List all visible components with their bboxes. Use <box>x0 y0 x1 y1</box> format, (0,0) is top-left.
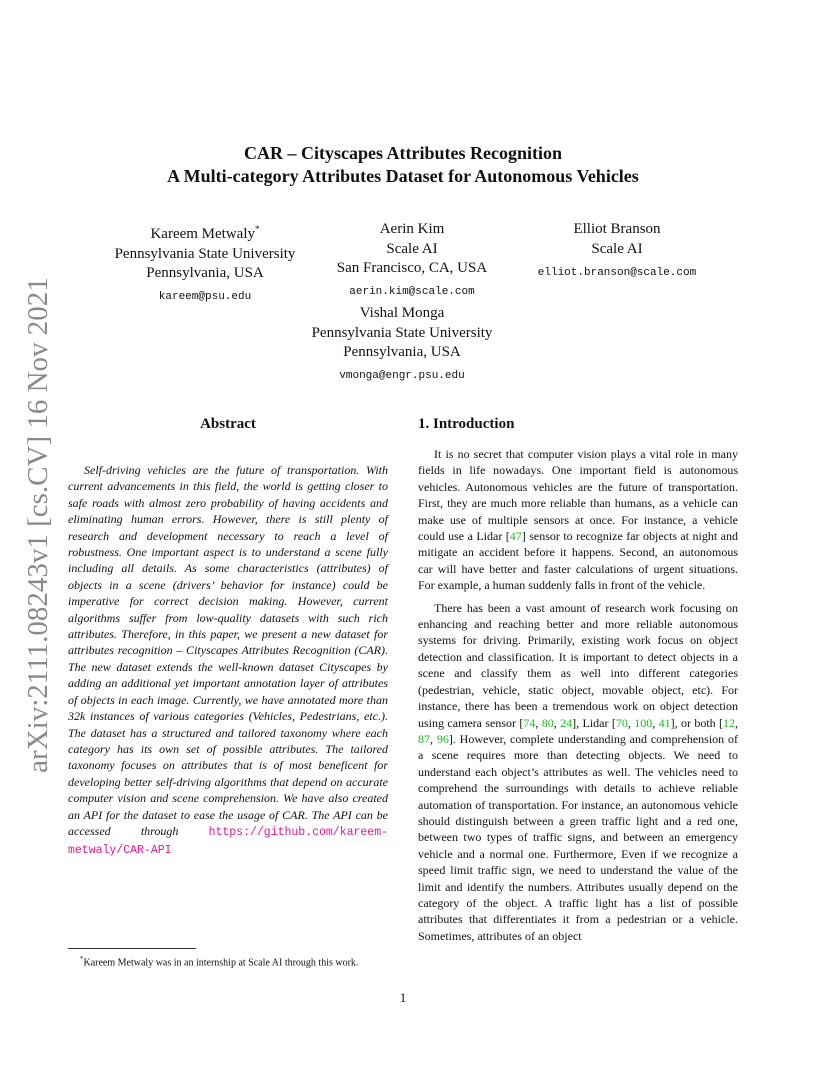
author-affiliation: Scale AI <box>386 240 438 257</box>
footnote-divider <box>68 948 196 949</box>
citation-link[interactable]: 24 <box>560 715 573 730</box>
citation-link[interactable]: 70 <box>615 715 628 730</box>
author-email[interactable]: aerin.kim@scale.com <box>349 285 475 298</box>
citation-link[interactable]: 41 <box>658 715 671 730</box>
author-name: Aerin Kim <box>379 221 445 237</box>
author-name: Elliot Branson <box>573 221 661 237</box>
citation-link[interactable]: 80 <box>541 715 554 730</box>
abstract-body <box>68 462 388 860</box>
citation-link[interactable]: 74 <box>523 715 536 730</box>
author-location: Pennsylvania, USA <box>343 344 461 360</box>
citation-link[interactable]: 100 <box>634 715 653 730</box>
title-line-1: CAR – Cityscapes Attributes Recognition <box>244 143 562 163</box>
title-line-2: A Multi-category Attributes Dataset for Autonomous Vehicles <box>167 166 639 186</box>
citation-link[interactable]: 12 <box>723 715 736 730</box>
arxiv-identifier-stamp: arXiv:2111.08243v1 [cs.CV] 16 Nov 2021 <box>22 277 54 773</box>
author-email[interactable]: vmonga@engr.psu.edu <box>339 369 465 382</box>
author-affiliation: Pennsylvania State University <box>311 324 493 341</box>
footnote: *Kareem Metwaly was in an internship at Scale AI through this work. <box>80 955 359 969</box>
intro-paragraph-1: It is no secret that computer vision plays a vital role in many fields in life nowadays. One important field is autonomous vehicles. Autonomous vehicles are the future of transportation. First, they are much more reliable than humans, as a vehicle can make use of multiple sensors at once. For instance, a vehicle could use a Lidar [47] sensor to recognize far objects at night and mitigate an accident before it happens. Second, an autonomous car will have better and faster calculations of urgent situations. For example, a human suddenly falls in front of the vehicle. <box>418 447 738 593</box>
author-affiliation: Scale AI <box>591 240 643 257</box>
code-repository-link[interactable]: https://github.com/kareem-metwaly/CAR-API <box>68 825 389 858</box>
citation-link[interactable]: 96 <box>436 731 449 746</box>
intro-paragraph-2: There has been a vast amount of research work focusing on enhancing and reaching better and more reliable autonomous systems for driving. Primarily, existing work focus on object detection and classification. It is important to detect objects in a scene and classify them as well into different categories (pedestrian, vehicle, static object, movable object, etc). For instance, there has been a tremendous work on object detection using camera sensor [74, 80, 24], Lidar [70, 100, 41], or both [12, 87, 96]. However, complete understanding and comprehension of a scene requires more than detecting objects. We need to understand each object’s attributes as well. The vehicles need to comprehend the surroundings with details to achieve reliable automation of transportation. For instance, an autonomous vehicle should distinguish between a green traffic light and a red one, between two types of traffic signs, and between an emergency vehicle and a normal one. Furthermore, Even if we recognize a speed limit traffic sign, we need to understand the value of the limit and identify the numbers. Attributes usually depend on the category of the object. A traffic light has a list of possible attributes that differentiates it from a pedestrian or a vehicle. Sometimes, attributes of an object <box>418 600 739 943</box>
citation-link[interactable]: 87 <box>418 731 430 746</box>
introduction-heading: 1. Introduction <box>418 416 515 432</box>
author-location: San Francisco, CA, USA <box>336 260 488 276</box>
author-affiliation: Pennsylvania State University <box>114 245 296 262</box>
author-location: Pennsylvania, USA <box>146 265 264 281</box>
author-email[interactable]: elliot.branson@scale.com <box>537 267 697 279</box>
abstract-heading: Abstract <box>200 416 256 432</box>
author-block-branson <box>517 220 717 284</box>
author-name: Kareem Metwaly* <box>150 224 260 242</box>
paper-title <box>0 142 806 188</box>
author-email[interactable]: kareem@psu.edu <box>158 290 252 303</box>
author-block-kim <box>307 220 517 302</box>
author-name: Vishal Monga <box>359 305 445 321</box>
author-block-monga <box>282 304 522 386</box>
page-number: 1 <box>399 990 407 1005</box>
introduction-body <box>418 446 738 944</box>
author-block-metwaly <box>80 220 330 307</box>
citation-link[interactable]: 47 <box>509 529 522 544</box>
abstract-text: Self-driving vehicles are the future of transportation. With current advancements in this field, the world is getting closer to safe roads with almost zero probability of having accidents and eliminating human errors. However, there is still plenty of research and development necessary to reach a level of robustness. One important aspect is to understand a scene fully including all details. As some characteristics (attributes) of objects in a scene (drivers’ behavior for instance) could be imperative for correct decision making. However, current algorithms suffer from low-quality datasets with such rich attributes. Therefore, in this paper, we present a new dataset for attributes recognition – Cityscapes Attributes Recognition (CAR). The new dataset extends the well-known dataset Cityscapes by adding an additional yet important annotation layer of attributes of objects in each image. Currently, we have annotated more than 32k instances of various categories (Vehicles, Pedestrians, etc.). The dataset has a structured and tailored taxonomy where each category has its own set of possible attributes. The tailored taxonomy focuses on attributes that is of most beneficent for developing better self-driving algorithms that depend on accurate computer vision and scene comprehension. We have also created an API for the dataset to ease the usage of CAR. The API can be accessed through <box>68 463 388 838</box>
